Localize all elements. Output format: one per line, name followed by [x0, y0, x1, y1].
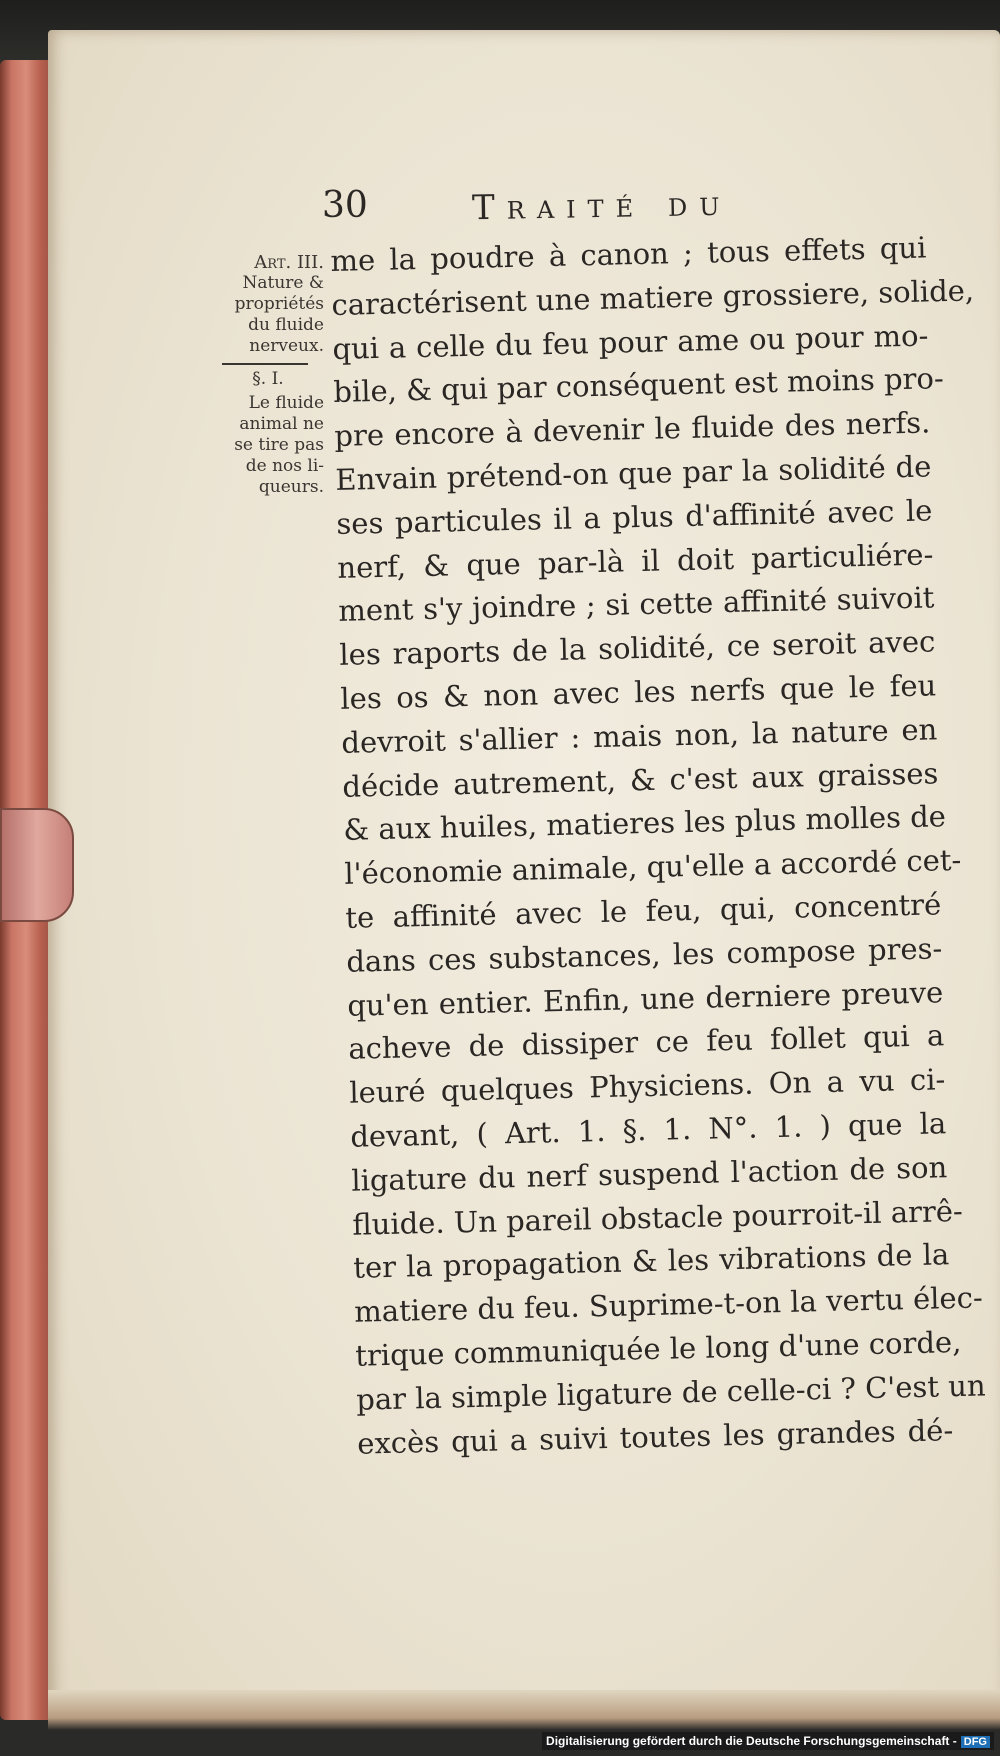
- text-line: trique communiquée le long d'une corde,: [354, 1324, 962, 1373]
- text-line: leuré quelques Physiciens. On a vu ci-: [348, 1062, 946, 1110]
- text-line: ment s'y joindre ; si cette affinité suivoit: [338, 580, 935, 629]
- margin-note-line: Le fluide: [248, 393, 324, 413]
- text-line: bile, & qui par conséquent est moins pro-: [333, 361, 945, 410]
- text-line: l'économie animale, qu'elle a accordé cet-: [344, 842, 962, 891]
- text-line: te affinité avec le feu, qui, concentré: [344, 887, 942, 935]
- margin-note-line: de nos li-: [245, 456, 324, 476]
- margin-article-heading: Art. III.: [254, 252, 324, 273]
- text-line: qui a celle du feu pour ame ou pour mo-: [332, 318, 929, 366]
- text-line: les os & non avec les nerfs que le feu: [340, 668, 937, 716]
- text-line: nerf, & que par-là il doit particuliére-: [337, 536, 934, 585]
- text-line: acheve de dissiper ce feu follet qui a: [347, 1018, 945, 1067]
- margin-notes: [212, 252, 324, 498]
- page-tab-marker: [0, 808, 74, 922]
- text-line: fluide. Un pareil obstacle pourroit-il arrê-: [351, 1193, 964, 1242]
- page-number: 30: [322, 185, 368, 226]
- margin-note-line: se tire pas: [234, 435, 324, 455]
- text-line: dans ces substances, les compose pres-: [345, 931, 943, 979]
- text-line: devroit s'allier : mais non, la nature en: [341, 712, 938, 760]
- margin-note-line: propriétés: [234, 294, 324, 314]
- text-line: & aux huiles, matieres les plus molles de: [343, 799, 947, 848]
- text-line: pre encore à devenir le fluide des nerfs.: [334, 405, 931, 454]
- text-line: ligature du nerf suspend l'action de son: [350, 1149, 948, 1198]
- margin-note-line: Nature &: [242, 273, 324, 293]
- text-line: qu'en entier. Enfin, une derniere preuve: [346, 974, 944, 1023]
- text-line: me la poudre à canon ; tous effets qui: [330, 230, 927, 278]
- text-line: ses particules il a plus d'affinité avec le: [336, 493, 933, 541]
- margin-divider: [222, 363, 308, 365]
- margin-note-line: queurs.: [258, 477, 324, 497]
- dfg-logo: DFG: [961, 1736, 990, 1748]
- text-line: Envain prétend-on que par la solidité de: [335, 449, 932, 497]
- credit-text: Digitalisierung gefördert durch die Deutsche Forschungsgemeinschaft -: [546, 1734, 957, 1748]
- text-line: caractérisent une matiere grossiere, solide,: [331, 273, 975, 322]
- digitization-credit: [542, 1732, 994, 1750]
- text-line: ter la propagation & les vibrations de la: [352, 1237, 950, 1286]
- body-text: [330, 226, 986, 1466]
- text-line: excès qui a suivi toutes les grandes dé-: [356, 1412, 954, 1461]
- text-line: devant, ( Art. 1. §. 1. N°. 1. ) que la: [349, 1106, 947, 1154]
- text-line: par la simple ligature de celle-ci ? C'est un: [355, 1368, 986, 1417]
- page-bottom-edge: [48, 1690, 1000, 1730]
- margin-note-line: animal ne: [239, 414, 324, 434]
- margin-note-line: nerveux.: [249, 336, 324, 356]
- margin-note-line: du fluide: [248, 315, 324, 335]
- margin-section-heading: §. I.: [252, 369, 284, 389]
- text-line: les raports de la solidité, ce seroit avec: [339, 624, 936, 673]
- text-line: décide autrement, & c'est aux graisses: [342, 755, 939, 804]
- running-title: Traité du: [471, 183, 732, 229]
- text-line: matiere du feu. Suprime-t-on la vertu élec-: [353, 1280, 984, 1329]
